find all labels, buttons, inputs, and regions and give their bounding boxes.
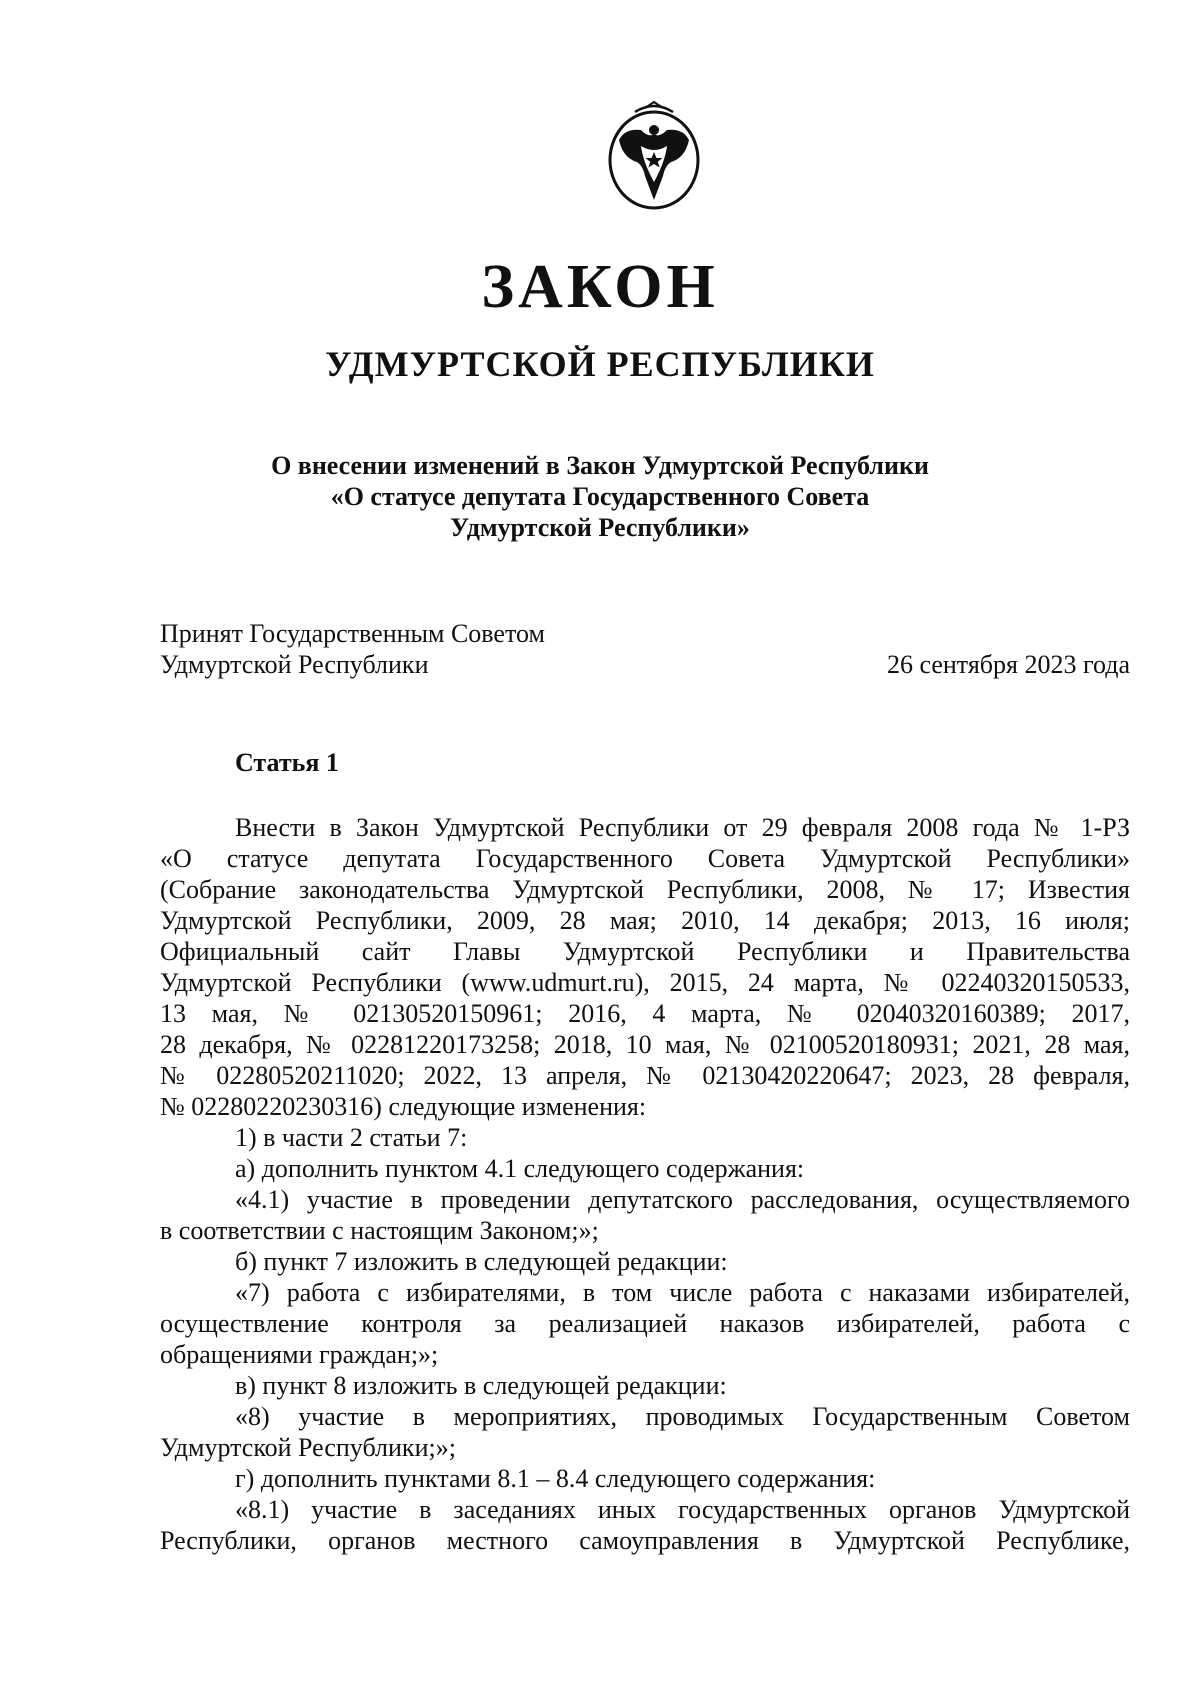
body-line: «8.1) участие в заседаниях иных государственных органов Удмуртской xyxy=(235,1495,1130,1524)
body-line: № 02280520211020; 2022, 13 апреля, № 02130420220647; 2023, 28 февраля, xyxy=(160,1061,1130,1090)
body-line: Республики, органов местного самоуправления в Удмуртской Республике, xyxy=(160,1526,1130,1555)
body-line: «О статусе депутата Государственного Совета Удмуртской Республики» xyxy=(160,844,1130,873)
body-line: г) дополнить пунктами 8.1 – 8.4 следующего содержания: xyxy=(235,1464,876,1493)
adoption-date: 26 сентября 2023 года xyxy=(886,650,1130,679)
law-name-line: О внесении изменений в Закон Удмуртской Республики xyxy=(271,451,929,480)
body-line: Внести в Закон Удмуртской Республики от 29 февраля 2008 года № 1-РЗ xyxy=(235,813,1130,842)
body-line: 28 декабря, № 02281220173258; 2018, 10 мая, № 02100520180931; 2021, 28 мая, xyxy=(160,1030,1130,1059)
body-line: в соответствии с настоящим Законом;»; xyxy=(160,1216,599,1245)
law-name-line: Удмуртской Республики» xyxy=(450,513,750,542)
document-subtitle: УДМУРТСКОЙ РЕСПУБЛИКИ xyxy=(325,344,875,384)
body-line: осуществление контроля за реализацией наказов избирателей, работа с xyxy=(160,1309,1130,1338)
body-line: Удмуртской Республики, 2009, 28 мая; 2010, 14 декабря; 2013, 16 июля; xyxy=(160,906,1130,935)
body-line: «8) участие в мероприятиях, проводимых Государственным Советом xyxy=(235,1402,1130,1431)
body-line: обращениями граждан;»; xyxy=(160,1340,439,1369)
body-line: «7) работа с избирателями, в том числе работа с наказами избирателей, xyxy=(235,1278,1130,1307)
adoption-block xyxy=(160,618,1130,680)
adoption-line: Удмуртской Республики xyxy=(160,650,429,679)
article-body xyxy=(160,812,1130,1556)
body-line: Удмуртской Республики;»; xyxy=(160,1433,456,1462)
document-title: ЗАКОН xyxy=(481,253,719,321)
body-line: в) пункт 8 изложить в следующей редакции: xyxy=(235,1371,727,1400)
body-line: Удмуртской Республики (www.udmurt.ru), 2015, 24 марта, № 02240320150533, xyxy=(160,968,1130,997)
body-line: а) дополнить пунктом 4.1 следующего содержания: xyxy=(235,1154,805,1183)
law-name-heading xyxy=(0,450,1200,543)
udmurt-coat-of-arms-emblem xyxy=(605,100,703,214)
adoption-line: Принят Государственным Советом xyxy=(160,619,545,648)
article-title: Статья 1 xyxy=(235,748,339,777)
body-line: «4.1) участие в проведении депутатского расследования, осуществляемого xyxy=(235,1185,1130,1214)
body-line: Официальный сайт Главы Удмуртской Республики и Правительства xyxy=(160,937,1130,966)
body-line: (Собрание законодательства Удмуртской Республики, 2008, № 17; Известия xyxy=(160,875,1130,904)
body-line: б) пункт 7 изложить в следующей редакции: xyxy=(235,1247,728,1276)
law-name-line: «О статусе депутата Государственного Совета xyxy=(330,482,870,511)
body-line: 13 мая, № 02130520150961; 2016, 4 марта, № 02040320160389; 2017, xyxy=(160,999,1130,1028)
body-line: 1) в части 2 статьи 7: xyxy=(235,1123,468,1152)
body-line: № 02280220230316) следующие изменения: xyxy=(160,1092,647,1121)
